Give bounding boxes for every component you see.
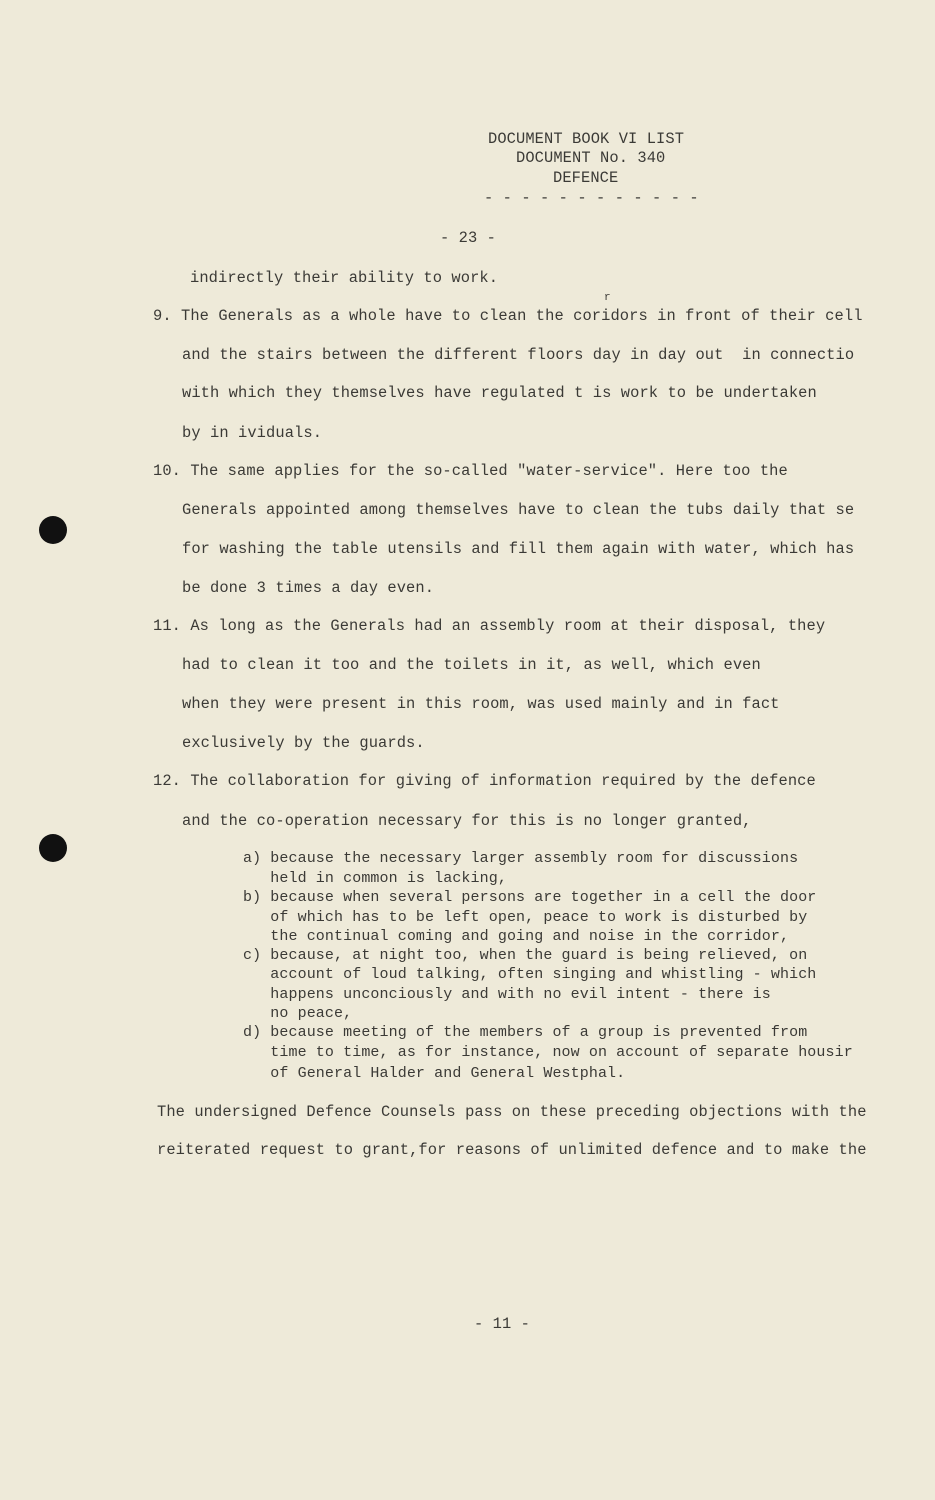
item11-line: exclusively by the guards. [182,734,425,752]
item9-line: 9. The Generals as a whole have to clean the coridors in front of their cell [153,307,863,325]
item9-line: with which they themselves have regulated t is work to be undertaken [182,384,817,402]
item10-line: for washing the table utensils and fill them again with water, which has [182,540,855,558]
page-number-top: - 23 - [440,229,497,247]
page-number-bottom: - 11 - [474,1315,531,1333]
sublist-line: d) because meeting of the members of a group is prevented from [243,1024,808,1041]
header-line-3: DEFENCE [553,169,619,187]
item10-line: Generals appointed among themselves have to clean the tubs daily that se [182,501,855,519]
item12-line: 12. The collaboration for giving of information required by the defence [153,772,816,790]
sublist-line: time to time, as for instance, now on account of separate housir [243,1044,853,1061]
punch-hole [39,834,67,862]
sublist-line: no peace, [243,1005,353,1022]
sublist-line: a) because the necessary larger assembly room for discussions [243,850,799,867]
item9-line: by in ividuals. [182,424,323,442]
header-rule: - - - - - - - - - - - - [484,189,699,207]
sublist-line: c) because, at night too, when the guard is being relieved, on [243,947,808,964]
sublist-line: b) because when several persons are together in a cell the door [243,889,817,906]
item10-line: be done 3 times a day even. [182,579,435,597]
item11-line: 11. As long as the Generals had an assembly room at their disposal, they [153,617,826,635]
item11-line: had to clean it too and the toilets in it, as well, which even [182,656,761,674]
intro-line: indirectly their ability to work. [190,269,499,287]
sublist-line: of General Halder and General Westphal. [243,1065,626,1082]
item10-line: 10. The same applies for the so-called "water-service". Here too the [153,462,788,480]
item9-insert: r [604,292,611,304]
sublist-line: held in common is lacking, [243,870,507,887]
sublist-line: happens unconciously and with no evil intent - there is [243,986,771,1003]
header-line-2: DOCUMENT No. 340 [516,149,666,167]
item9-line: and the stairs between the different floors day in day out in connectio [182,346,855,364]
sublist-line: of which has to be left open, peace to work is disturbed by [243,909,808,926]
sublist-line: account of loud talking, often singing and whistling - which [243,966,817,983]
sublist-line: the continual coming and going and noise in the corridor, [243,928,790,945]
item11-line: when they were present in this room, was used mainly and in fact [182,695,780,713]
punch-hole [39,516,67,544]
closing-line: The undersigned Defence Counsels pass on these preceding objections with the [157,1103,867,1121]
item12-line: and the co-operation necessary for this is no longer granted, [182,812,752,830]
header-line-1: DOCUMENT BOOK VI LIST [488,130,685,148]
closing-line: reiterated request to grant,for reasons of unlimited defence and to make the [157,1141,867,1159]
